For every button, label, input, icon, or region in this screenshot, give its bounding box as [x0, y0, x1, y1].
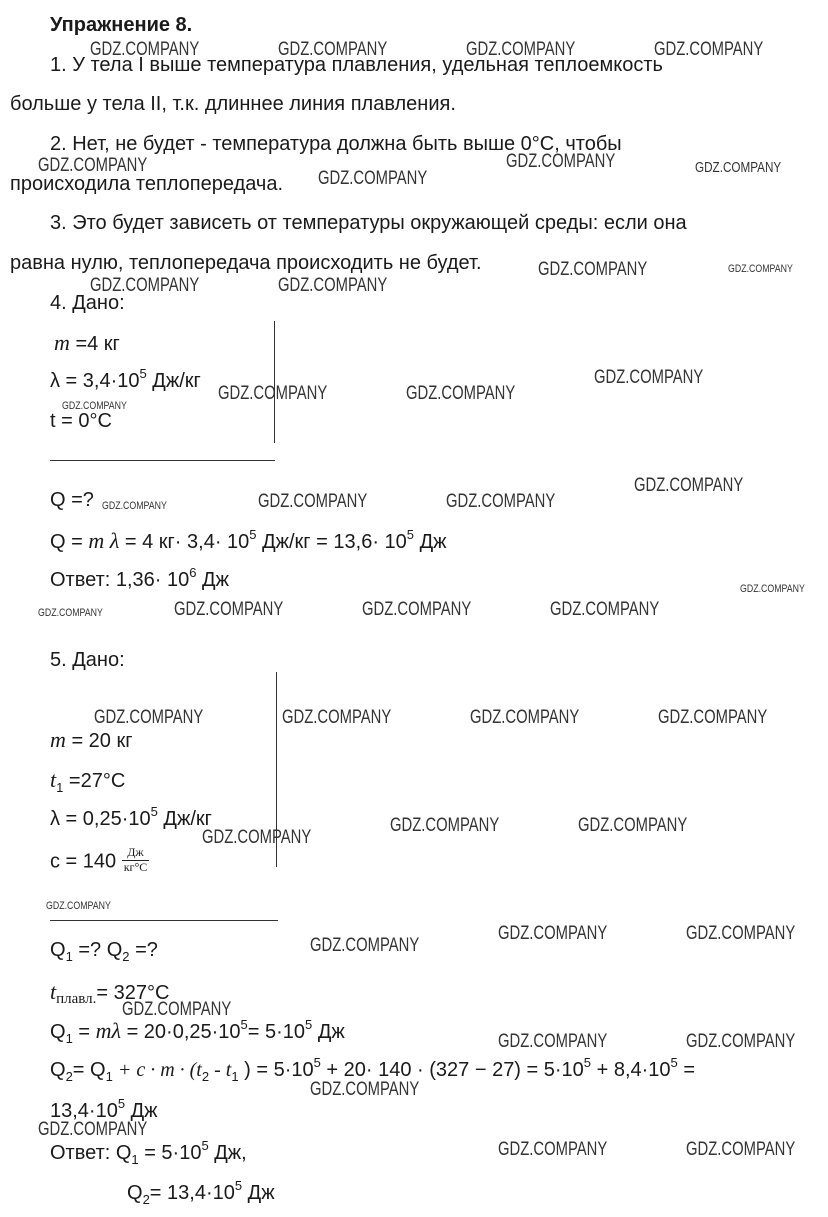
task-5-given-label: 5. Дано: [50, 649, 125, 671]
answer-3-line-1: 3. Это будет зависеть от температуры окружающей среды: если она [50, 212, 687, 234]
watermark: GDZ.COMPANY [218, 383, 328, 404]
task-5-melting-temperature: $t_{плавл.}= 327^\circ С$ [50, 979, 170, 1007]
task-5-q2-result: $13,4\cdot 10^5$ Дж [50, 1096, 158, 1122]
watermark: GDZ.COMPANY [362, 599, 472, 620]
watermark: GDZ.COMPANY [728, 263, 793, 275]
answer-1-line-1: 1. У тела I выше температура плавления, удельная теплоемкость [50, 54, 663, 76]
watermark: GDZ.COMPANY [686, 923, 796, 944]
watermark: GDZ.COMPANY [38, 607, 103, 619]
task-5-q2-calculation: $Q_2= Q_1 + c \cdot m \cdot (t_2 - t_1$ ) = $5\cdot 10^5 + 20\cdot 140 \cdot (327 - 27) = 5\cdot 10^5 + 8,4\cdot 10^5$ = [50, 1055, 696, 1084]
task-4-lambda: $\lambda = 3,4\cdot 10^5$ Дж/кг [50, 366, 201, 392]
watermark: GDZ.COMPANY [38, 155, 148, 176]
watermark: GDZ.COMPANY [538, 259, 648, 280]
watermark: GDZ.COMPANY [38, 1119, 148, 1140]
task-4-temperature: t = 0°С [50, 410, 112, 432]
watermark: GDZ.COMPANY [550, 599, 660, 620]
task-5-mass: m = 20 кг [50, 727, 133, 752]
watermark: GDZ.COMPANY [102, 500, 167, 512]
watermark: GDZ.COMPANY [498, 1139, 608, 1160]
watermark: GDZ.COMPANY [90, 275, 200, 296]
task-5-heat-capacity: c = 140 $\frac{Дж}{кг^\circ С}$ [50, 845, 148, 874]
watermark: GDZ.COMPANY [498, 923, 608, 944]
watermark: GDZ.COMPANY [282, 707, 392, 728]
answer-3-line-2: равна нулю, теплопередача происходить не будет. [10, 252, 482, 274]
watermark: GDZ.COMPANY [686, 1139, 796, 1160]
watermark: GDZ.COMPANY [406, 383, 516, 404]
task-5-q1-calculation: $Q_1 = m\lambda = 20\cdot 0,25\cdot 10^5= 5\cdot 10^5$ Дж [50, 1017, 345, 1046]
watermark: GDZ.COMPANY [390, 815, 500, 836]
given-divider-horizontal-5 [50, 920, 278, 921]
watermark: GDZ.COMPANY [202, 827, 312, 848]
watermark: GDZ.COMPANY [318, 168, 428, 189]
watermark: GDZ.COMPANY [258, 491, 368, 512]
answer-2-line-1: 2. Нет, не будет - температура должна быть выше 0°С, чтобы [50, 133, 622, 155]
given-divider-vertical [274, 321, 275, 443]
answer-1-line-2: больше у тела II, т.к. длиннее линия плавления. [10, 93, 456, 115]
task-5-answer-q1: Ответ: $Q_1 = 5\cdot 10^5$ Дж, [50, 1138, 247, 1167]
watermark: GDZ.COMPANY [654, 39, 764, 60]
watermark: GDZ.COMPANY [470, 707, 580, 728]
task-4-mass: m =4 кг [54, 330, 120, 355]
watermark: GDZ.COMPANY [578, 815, 688, 836]
task-5-lambda: $\lambda = 0,25\cdot 10^5$ Дж/кг [50, 804, 212, 830]
watermark: GDZ.COMPANY [46, 900, 111, 912]
watermark: GDZ.COMPANY [90, 39, 200, 60]
watermark: GDZ.COMPANY [122, 999, 232, 1020]
watermark: GDZ.COMPANY [278, 275, 388, 296]
watermark: GDZ.COMPANY [695, 159, 782, 176]
answer-2-line-2: происходила теплопередача. [10, 173, 284, 195]
watermark: GDZ.COMPANY [62, 400, 127, 412]
watermark: GDZ.COMPANY [446, 491, 556, 512]
watermark: GDZ.COMPANY [686, 1031, 796, 1052]
watermark: GDZ.COMPANY [634, 475, 744, 496]
task-4-find: Q =? [50, 489, 94, 511]
watermark: GDZ.COMPANY [174, 599, 284, 620]
task-4-given-label: 4. Дано: [50, 292, 125, 314]
given-divider-horizontal [50, 460, 275, 461]
task-4-answer: Ответ: $1,36\cdot 10^6$ Дж [50, 565, 229, 591]
watermark: GDZ.COMPANY [740, 583, 805, 595]
c-unit-fraction: $\frac{Дж}{кг^\circ С}$ [123, 845, 148, 874]
watermark: GDZ.COMPANY [594, 367, 704, 388]
task-5-answer-q2: $Q_2= 13,4\cdot 10^5$ Дж [127, 1178, 275, 1207]
watermark: GDZ.COMPANY [506, 151, 616, 172]
task-5-find: $Q_1$ =? $Q_2$ =? [50, 939, 158, 964]
task-4-calculation: Q = m λ = 4 $кг\cdot 3,4\cdot 10^5$ $Дж/кг = 13,6\cdot 10^5$ Дж [50, 527, 447, 553]
watermark: GDZ.COMPANY [310, 935, 420, 956]
watermark: GDZ.COMPANY [658, 707, 768, 728]
exercise-title: Упражнение 8. [50, 14, 193, 36]
watermark: GDZ.COMPANY [278, 39, 388, 60]
task-5-initial-temperature: $t_1 =27^\circ С$ [50, 767, 126, 795]
watermark: GDZ.COMPANY [94, 707, 204, 728]
watermark: GDZ.COMPANY [466, 39, 576, 60]
watermark: GDZ.COMPANY [310, 1079, 420, 1100]
watermark: GDZ.COMPANY [498, 1031, 608, 1052]
